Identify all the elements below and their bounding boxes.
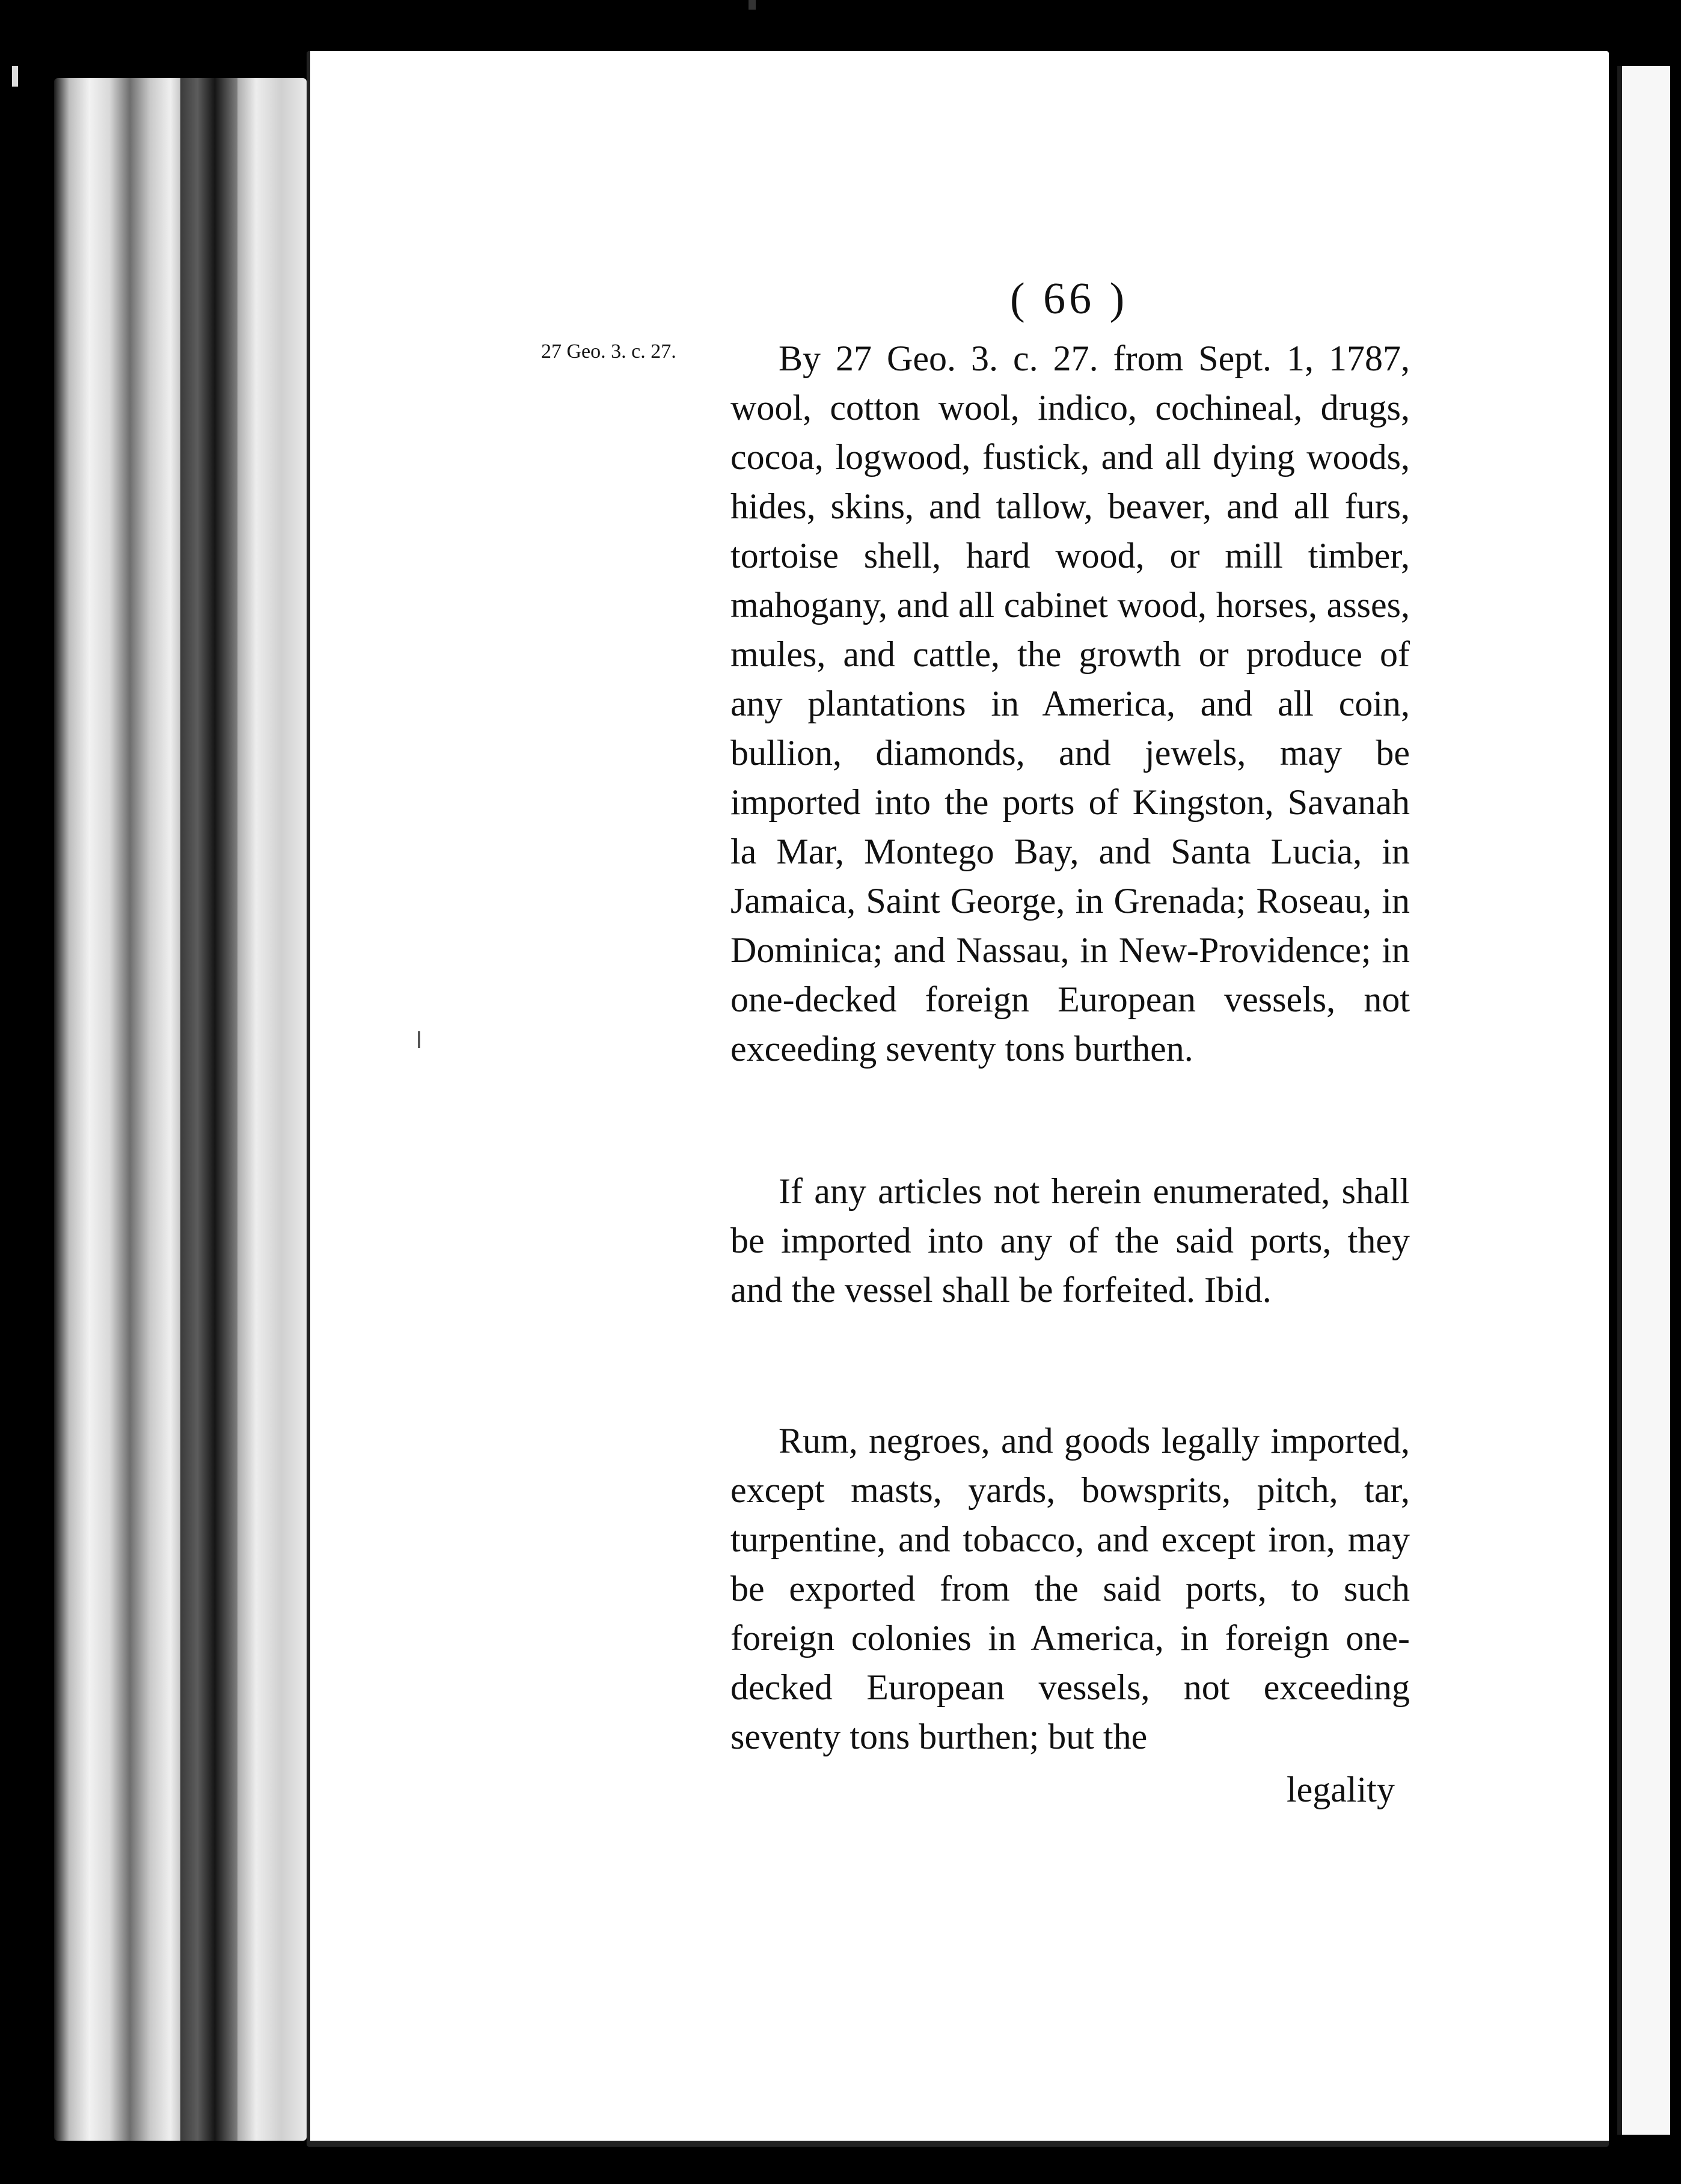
paragraph-1: By 27 Geo. 3. c. 27. from Sept. 1, 1787, wool, cotton wool, indico, cochineal, drugs, cocoa, logwood, fustick, and all dying woods, hides, skins, and tallow, beaver, and all furs, tortoise shell, hard wood, or mill timber, mahogany, and all cabinet wood, horses, asses, mules, and cattle, the growth or produce of any plantations in America, and all coin, bullion, diamonds, and jewels, may be imported into the ports of Kingston, Savanah la Mar, Montego Bay, and Santa Lucia, in Jamaica, Saint George, in Grenada; Roseau, in Dominica; and Nassau, in New-Providence; in one-decked foreign European vessels, not exceeding seventy tons burthen. [730,339,1410,1069]
next-page-edge [1617,66,1670,2135]
page-number: ( 66 ) [1010,274,1128,324]
binding-shadow [180,78,237,2141]
scan-mark-top [749,0,756,10]
paragraph-3: Rum, negroes, and goods legally imported, except masts, yards, bowsprits, pitch, tar, turpentine, and tobacco, and except iron, may be exported from the said ports, to such foreign colonies in America, in foreign one-decked European vessels, not exceeding seventy tons burthen; but the [730,1421,1410,1756]
margin-note: 27 Geo. 3. c. 27. [541,340,676,363]
catchword: legality [1287,1770,1395,1809]
scan-mark [12,66,18,87]
paragraph-2: If any articles not herein enumerated, shall be imported into any of the said ports, they and the vessel shall be forfeited. Ibid. [730,1171,1410,1310]
stray-mark [418,1031,420,1048]
